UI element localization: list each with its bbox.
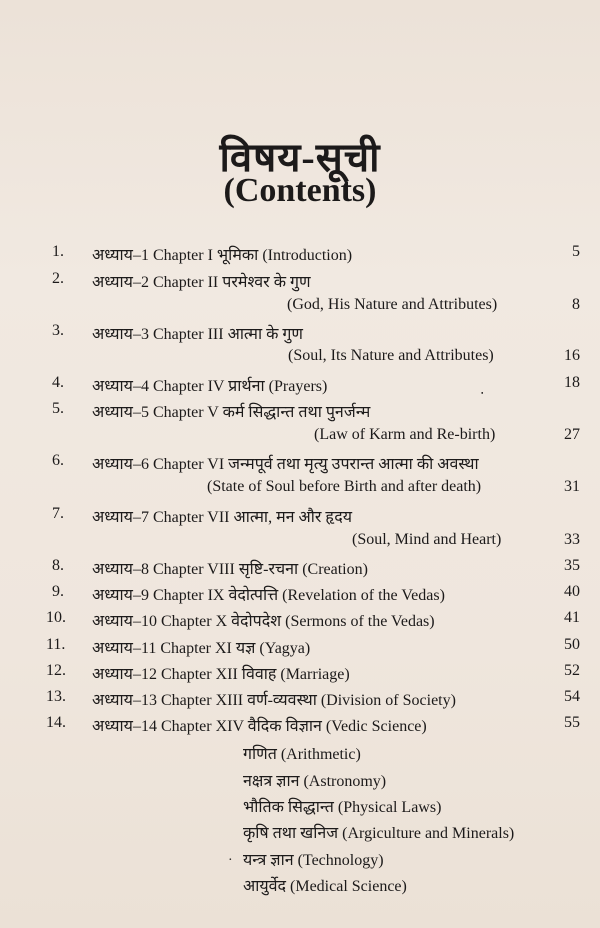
entry-page: 52 [564, 662, 580, 679]
sub-topic-text: भौतिक सिद्धान्त (Physical Laws) [243, 799, 442, 816]
sub-topic-text: गणित (Arithmetic) [243, 746, 361, 763]
entry-number: 6. [52, 452, 64, 469]
entry-title: अध्याय–13 Chapter XIII वर्ण-व्यवस्था (Division of Society) [92, 692, 456, 709]
entry-number: 13. [46, 688, 66, 705]
entry-page: 41 [564, 609, 580, 626]
entry-number: 12. [46, 662, 66, 679]
entry-number: 1. [52, 243, 64, 260]
entry-number: 2. [52, 270, 64, 287]
entry-page: 18 [564, 374, 580, 391]
entry-title: अध्याय–4 Chapter IV प्रार्थना (Prayers) [92, 378, 328, 395]
entry-page: 33 [564, 531, 580, 548]
entry-subtitle: (Soul, Mind and Heart) [352, 531, 502, 548]
entry-title: अध्याय–5 Chapter V कर्म सिद्धान्त तथा पुनर्जन्म [92, 404, 371, 421]
entry-title: अध्याय–3 Chapter III आत्मा के गुण [92, 326, 304, 343]
entry-number: 7. [52, 505, 64, 522]
stray-mark: · [228, 853, 233, 868]
entry-title: अध्याय–7 Chapter VII आत्मा, मन और हृदय [92, 509, 353, 526]
entry-page: 55 [564, 714, 580, 731]
entry-number: 8. [52, 557, 64, 574]
entry-page: 54 [564, 688, 580, 705]
sub-topic-text: यन्त्र ज्ञान (Technology) [243, 852, 384, 869]
page-title-english: (Contents) [223, 172, 377, 209]
entry-number: 5. [52, 400, 64, 417]
entry-number: 11. [46, 636, 66, 653]
entry-page: 50 [564, 636, 580, 653]
entry-page: 16 [564, 347, 580, 364]
bleed-through [60, 0, 580, 22]
entry-number: 14. [46, 714, 66, 731]
entry-title: अध्याय–9 Chapter IX वेदोत्पत्ति (Revelation of the Vedas) [92, 587, 445, 604]
entry-page: 27 [564, 426, 580, 443]
sub-topic-text: कृषि तथा खनिज (Argiculture and Minerals) [243, 825, 515, 842]
sub-topic-text: नक्षत्र ज्ञान (Astronomy) [243, 773, 387, 790]
entry-title: अध्याय–14 Chapter XIV वैदिक विज्ञान (Vedic Science) [92, 718, 427, 735]
entry-number: 9. [52, 583, 64, 600]
entry-number: 3. [52, 322, 64, 339]
entry-title: अध्याय–8 Chapter VIII सृष्टि-रचना (Creation) [92, 561, 368, 578]
entry-subtitle: (State of Soul before Birth and after death) [207, 478, 482, 495]
entry-subtitle: (Law of Karm and Re-birth) [314, 426, 496, 443]
entry-page: 35 [564, 557, 580, 574]
entry-title: अध्याय–6 Chapter VI जन्मपूर्व तथा मृत्यु उपरान्त आत्मा की अवस्था [92, 456, 479, 473]
entry-number: 10. [46, 609, 66, 626]
entry-page: 31 [564, 478, 580, 495]
entry-page: 5 [572, 243, 580, 260]
entry-title: अध्याय–1 Chapter I भूमिका (Introduction) [92, 247, 353, 264]
entry-title: अध्याय–12 Chapter XII विवाह (Marriage) [92, 666, 350, 683]
entry-page: 40 [564, 583, 580, 600]
entry-subtitle: (God, His Nature and Attributes) [287, 296, 498, 313]
entry-title: अध्याय–2 Chapter II परमेश्वर के गुण [92, 274, 311, 291]
entry-page: 8 [572, 296, 580, 313]
entry-number: 4. [52, 374, 64, 391]
page-title-hindi: विषय-सूची [219, 135, 381, 180]
entry-title: अध्याय–10 Chapter X वेदोपदेश (Sermons of the Vedas) [92, 613, 435, 630]
entry-title: अध्याय–11 Chapter XI यज्ञ (Yagya) [92, 640, 311, 657]
stray-mark: ‧ [480, 387, 485, 402]
entry-subtitle: (Soul, Its Nature and Attributes) [288, 347, 494, 364]
sub-topic-text: आयुर्वेद (Medical Science) [243, 878, 407, 895]
